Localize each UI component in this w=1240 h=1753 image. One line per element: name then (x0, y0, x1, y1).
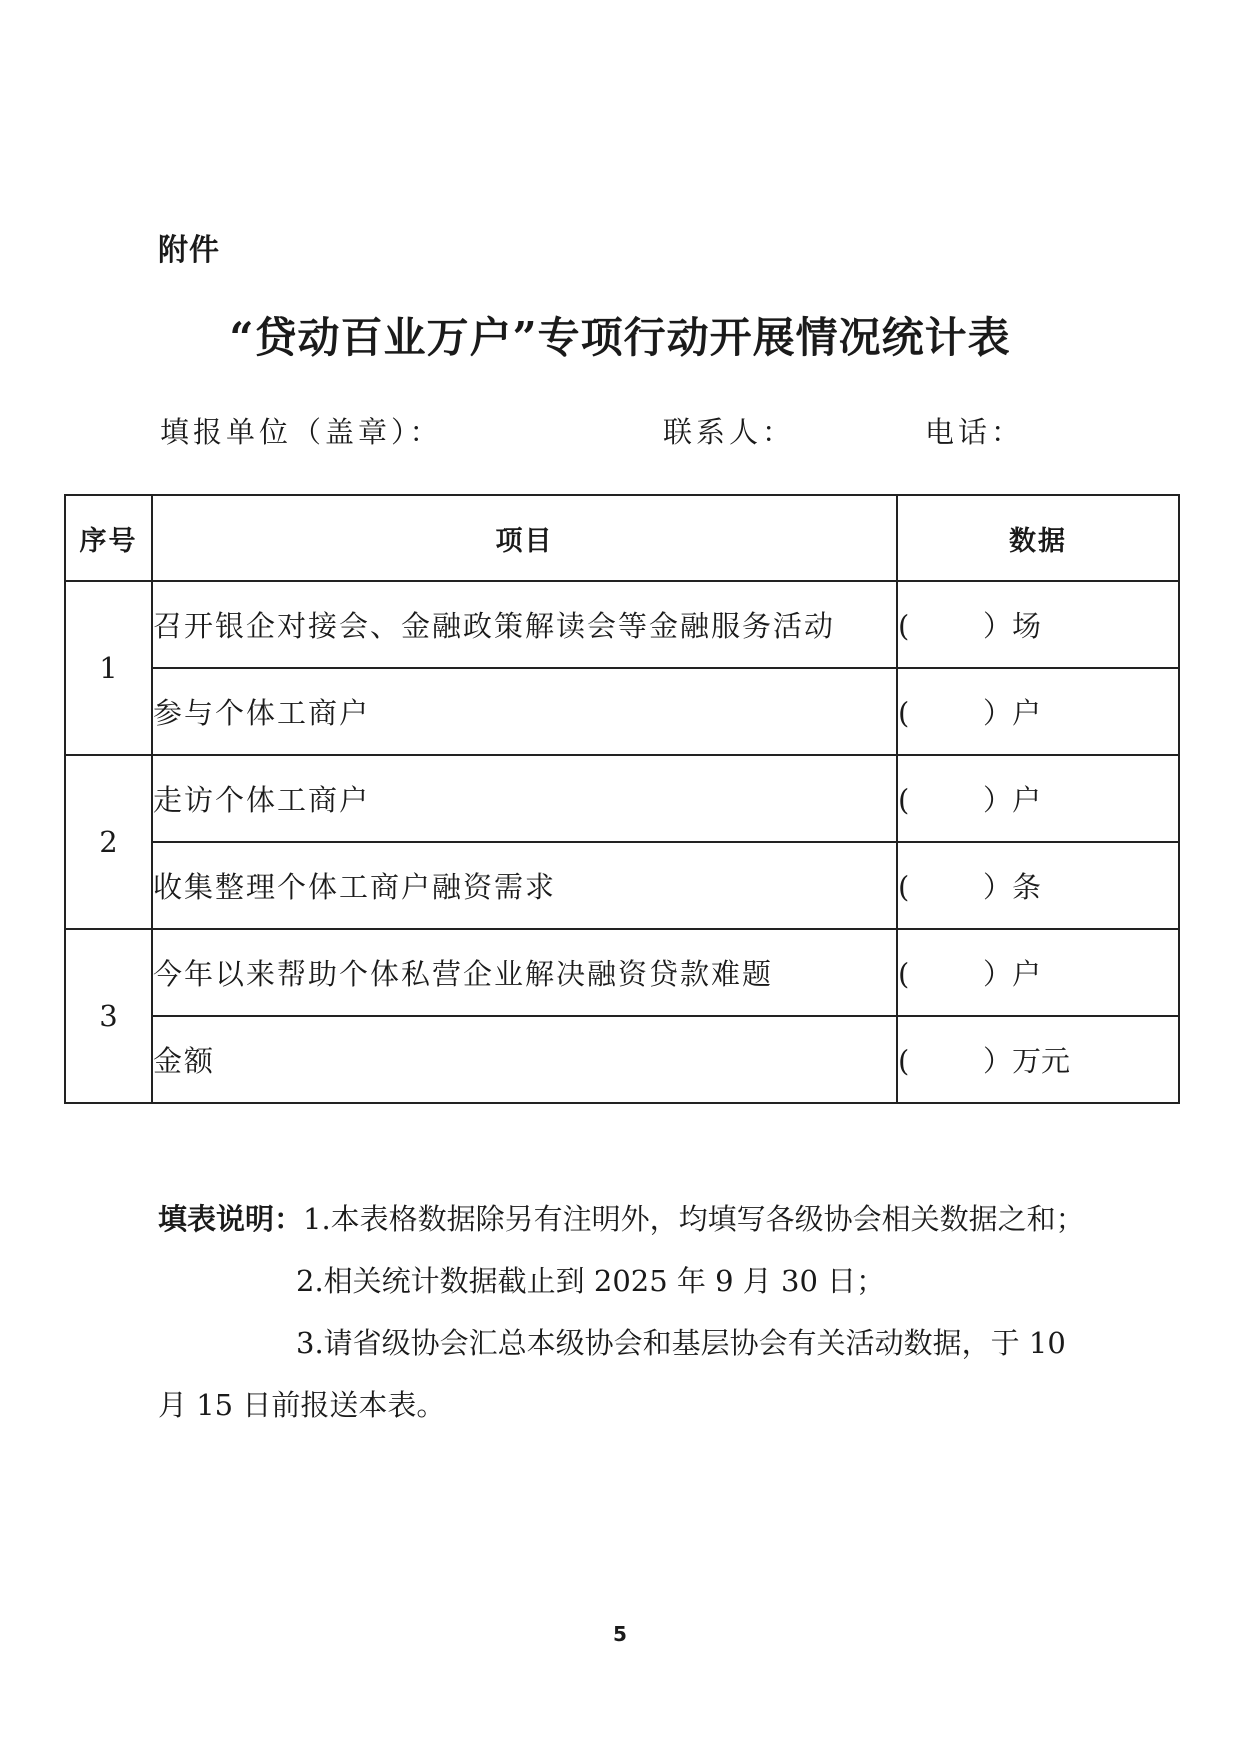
table-header-row (65, 495, 1179, 581)
item-cell: 参与个体工商户 (152, 668, 897, 755)
reporting-unit-label: 填报单位（盖章）： (160, 415, 443, 449)
header-serial-number: 序号 (65, 495, 152, 581)
document-title: “贷动百业万户”专项行动开展情况统计表 (229, 313, 1011, 362)
instruction-line (158, 1188, 1098, 1250)
attachment-label: 附件 (158, 233, 220, 268)
table-row (65, 842, 1179, 929)
serial-number: 2 (65, 755, 152, 929)
table-row (65, 668, 1179, 755)
item-cell: 收集整理个体工商户融资需求 (152, 842, 897, 929)
filling-instructions (158, 1188, 1098, 1436)
serial-number: 1 (65, 581, 152, 755)
page-number: 5 (613, 1622, 627, 1646)
instruction-line: 2.相关统计数据截止到 2025 年 9 月 30 日； (296, 1264, 886, 1298)
table-row (65, 1016, 1179, 1103)
table-row (65, 929, 1179, 1016)
phone-label: 电话： (925, 415, 1025, 449)
data-cell[interactable]: ( ）场 (897, 581, 1179, 668)
instructions-label: 填表说明： (158, 1202, 304, 1236)
data-cell[interactable]: ( ）户 (897, 668, 1179, 755)
data-cell[interactable]: ( ）户 (897, 755, 1179, 842)
serial-number: 3 (65, 929, 152, 1103)
statistics-table (64, 494, 1180, 1104)
data-cell[interactable]: ( ）万元 (897, 1016, 1179, 1103)
instruction-line: 月 15 日前报送本表。 (158, 1388, 446, 1422)
table-row (65, 755, 1179, 842)
item-cell: 金额 (152, 1016, 897, 1103)
item-cell: 召开银企对接会、金融政策解读会等金融服务活动 (152, 581, 897, 668)
data-cell[interactable]: ( ）条 (897, 842, 1179, 929)
contact-person-label: 联系人： (663, 415, 796, 449)
table-row (65, 581, 1179, 668)
item-cell: 今年以来帮助个体私营企业解决融资贷款难题 (152, 929, 897, 1016)
instruction-text: 1.本表格数据除另有注明外，均填写各级协会相关数据之和； (303, 1202, 1085, 1236)
instruction-line: 3.请省级协会汇总本级协会和基层协会有关活动数据，于 10 (296, 1326, 1066, 1360)
data-cell[interactable]: ( ）户 (897, 929, 1179, 1016)
item-cell: 走访个体工商户 (152, 755, 897, 842)
header-item: 项目 (152, 495, 897, 581)
header-data: 数据 (897, 495, 1179, 581)
